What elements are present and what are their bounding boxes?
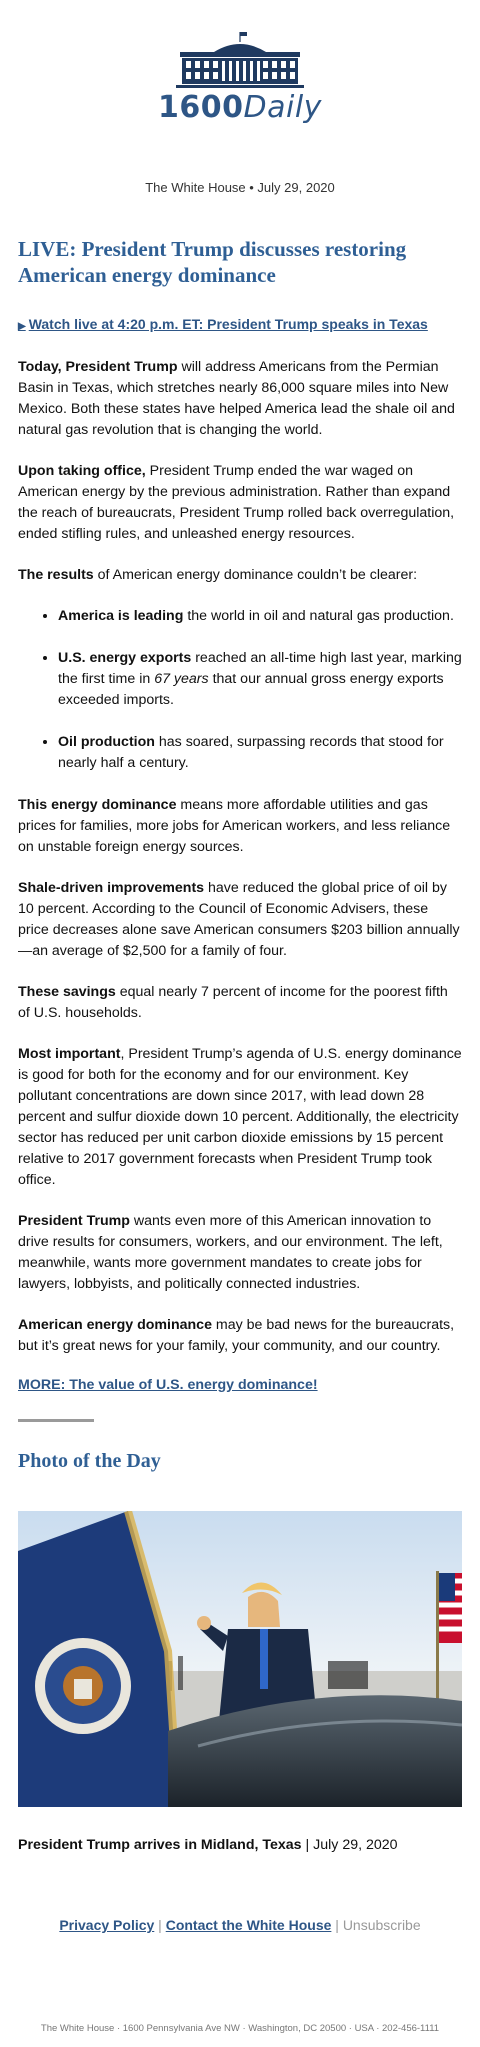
paragraph-body: have reduced the global price of oil by 10 percent. According to the Council of Economic Advisers, these price decreases alone save American consumers $203 billion annually—an average of $2,500 for a family of four. xyxy=(18,880,460,959)
list-item xyxy=(58,648,462,711)
list-item-body: that our annual gross energy exports exceeded imports. xyxy=(58,671,444,708)
paragraph-body: , President Trump’s agenda of U.S. energy dominance is good for both for the economy and for our environment. Key pollutant concentrations are down since 2017, with lead down 28 percent and sulfur dioxide down 10 percent. Additionally, the electricity sector has reduced per unit carbon dioxide emissions by 15 percent relative to 2017 government forecasts when President Trump took office. xyxy=(18,1046,462,1188)
headline: LIVE: President Trump discusses restoring American energy dominance xyxy=(18,237,407,287)
paragraph-innovation xyxy=(18,1211,462,1295)
divider xyxy=(18,1419,94,1422)
footer-links xyxy=(18,1917,462,1933)
privacy-policy-link[interactable]: Privacy Policy xyxy=(59,1917,155,1933)
paragraph-body: equal nearly 7 percent of income for the poorest fifth of U.S. households. xyxy=(18,984,448,1021)
paragraph-lead: The results xyxy=(18,567,94,583)
list-item xyxy=(58,732,462,774)
photo-caption xyxy=(18,1837,462,1853)
list-item-body: the world in oil and natural gas production. xyxy=(183,608,454,624)
header xyxy=(0,0,480,140)
paragraph-lead: Today, President Trump xyxy=(18,359,178,375)
video-icon: ▶ xyxy=(18,321,26,332)
paragraph-lead: Upon taking office, xyxy=(18,463,146,479)
paragraph-lead: These savings xyxy=(18,984,116,1000)
paragraph-body: will address Americans from the Permian Basin in Texas, which stretches nearly 86,000 square miles into New Mexico. Both these states have helped America lead the shale oil and natural gas revolution that is changing the world. xyxy=(18,359,455,438)
list-item-body: has soared, surpassing records that stood for nearly half a century. xyxy=(58,734,444,771)
paragraph-savings xyxy=(18,982,462,1024)
paragraph-closing xyxy=(18,1315,462,1357)
contact-link[interactable]: Contact the White House xyxy=(165,1917,332,1933)
paragraph-body: of American energy dominance couldn’t be clearer: xyxy=(93,567,418,583)
footer-address: The White House · 1600 Pennsylvania Ave NW · Washington, DC 20500 · USA · 202-456-1111 xyxy=(40,2023,440,2034)
white-house-logo-icon xyxy=(170,30,310,92)
footer-separator: | xyxy=(331,1917,343,1933)
list-item-body: reached an all-time high last year, marking the first time in xyxy=(58,650,462,687)
paragraph-today xyxy=(18,357,462,441)
list-item-lead: Oil production xyxy=(58,734,155,750)
paragraph-lead: Shale-driven improvements xyxy=(18,880,205,896)
main-content xyxy=(0,236,480,2034)
paragraph-shale xyxy=(18,878,462,962)
watch-live-link[interactable] xyxy=(18,314,462,337)
paragraph-most-important xyxy=(18,1044,462,1191)
watch-live-label: Watch live at 4:20 p.m. ET: President Trump speaks in Texas xyxy=(28,316,428,332)
caption-date: | July 29, 2020 xyxy=(301,1837,398,1853)
results-list xyxy=(18,606,462,774)
paragraph-lead: American energy dominance xyxy=(18,1317,212,1333)
list-item-lead: U.S. energy exports xyxy=(58,650,192,666)
paragraph-upon-taking-office xyxy=(18,461,462,545)
logo-word: Daily xyxy=(243,90,322,125)
caption-title: President Trump arrives in Midland, Texas xyxy=(18,1837,302,1853)
paragraph-energy-dominance xyxy=(18,795,462,858)
photo-of-the-day-image xyxy=(18,1511,462,1807)
unsubscribe-link[interactable]: Unsubscribe xyxy=(342,1917,421,1933)
list-item-lead: America is leading xyxy=(58,608,184,624)
paragraph-body: may be bad news for the bureaucrats, but it’s great news for your family, your community, and our country. xyxy=(18,1317,455,1354)
list-item xyxy=(58,606,462,627)
paragraph-lead: President Trump xyxy=(18,1213,130,1229)
logo-wordmark xyxy=(0,90,480,125)
logo-number: 1600 xyxy=(158,90,244,125)
dateline: The White House • July 29, 2020 xyxy=(145,180,335,195)
list-item-emphasis: 67 years xyxy=(154,671,209,687)
paragraph-body: means more affordable utilities and gas prices for families, more jobs for American workers, and less reliance on unstable foreign energy sources. xyxy=(18,797,451,855)
footer-separator: | xyxy=(154,1917,166,1933)
photo-illustration xyxy=(18,1511,462,1807)
paragraph-lead: Most important xyxy=(18,1046,121,1062)
paragraph-results xyxy=(18,565,462,586)
paragraph-body: wants even more of this American innovation to drive results for consumers, workers, and our environment. The left, meanwhile, wants more government mandates to create jobs for lawyers, lobbyists, and politically connected industries. xyxy=(18,1213,443,1292)
paragraph-lead: This energy dominance xyxy=(18,797,177,813)
paragraph-body: President Trump ended the war waged on American energy by the previous administration. Rather than expand the reach of bureaucrats, President Trump rolled back overregulation, ended stifling rules, and unleashed energy resources. xyxy=(18,463,455,542)
photo-section-title: Photo of the Day xyxy=(18,1450,161,1472)
more-link[interactable]: MORE: The value of U.S. energy dominance! xyxy=(18,1377,318,1393)
